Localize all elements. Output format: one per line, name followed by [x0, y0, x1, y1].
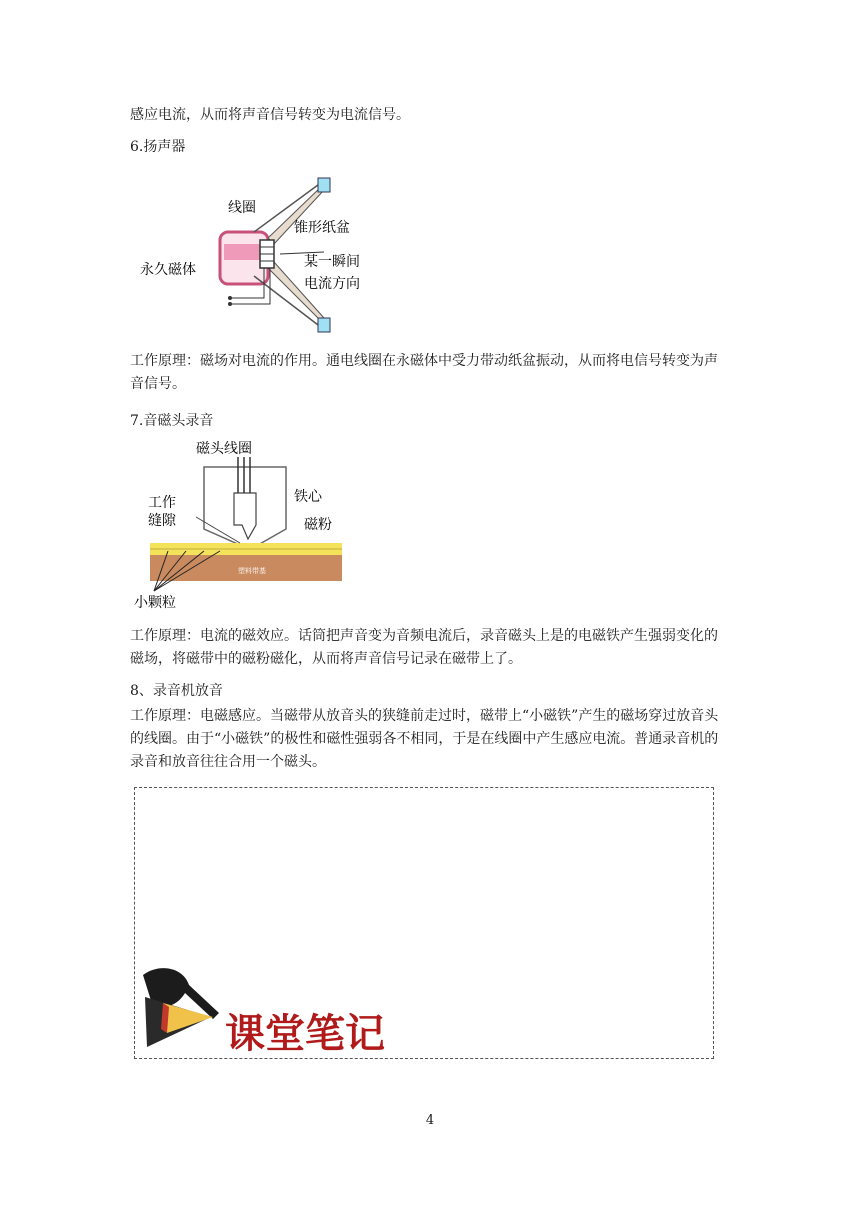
- class-notes-logo: [139, 963, 439, 1063]
- heading-speaker: 6.扬声器: [130, 139, 186, 155]
- label-tape-base: 塑料带基: [238, 567, 266, 575]
- recording-head-diagram: [134, 433, 384, 611]
- page-number: 4: [425, 1113, 435, 1128]
- cone-top-edge: [318, 178, 330, 192]
- notes-title: 课堂笔记: [225, 1011, 385, 1057]
- speaker-diagram: [134, 172, 414, 340]
- paragraph-playback: 工作原理：电磁感应。当磁带从放音头的狭缝前走过时，磁带上“小磁铁”产生的磁场穿过放音头的线圈。由于“小磁铁”的极性和磁性强弱各不相同，于是在线圈中产生感应电流。普通录音机的录音和放音往往合用一个磁头。: [130, 708, 719, 770]
- heading-recording: 7.音磁头录音: [130, 413, 214, 429]
- cone-bottom-edge: [318, 318, 330, 332]
- label-gap-2: 缝隙: [148, 513, 176, 529]
- label-current-1: 某一瞬间: [304, 254, 360, 270]
- paragraph-speaker: 工作原理：磁场对电流的作用。通电线圈在永磁体中受力带动纸盆振动，从而将电信号转变为声音信号。: [130, 353, 718, 392]
- label-gap-1: 工作: [148, 495, 176, 511]
- label-magnet: 永久磁体: [140, 262, 196, 278]
- label-powder: 磁粉: [304, 517, 332, 533]
- label-current-2: 电流方向: [304, 276, 360, 292]
- heading-playback: 8、录音机放音: [130, 683, 223, 699]
- label-core: 铁心: [294, 489, 322, 505]
- paragraph-intro-end: 感应电流，从而将声音信号转变为电流信号。: [130, 107, 410, 123]
- label-cone: 锥形纸盆: [294, 220, 350, 236]
- notes-box[interactable]: [134, 787, 714, 1059]
- paragraph-recording: 工作原理：电流的磁效应。话筒把声音变为音频电流后，录音磁头上是的电磁铁产生强弱变化的磁场，将磁带中的磁粉磁化，从而将声音信号记录在磁带上了。: [130, 628, 718, 667]
- label-particles: 小颗粒: [134, 595, 176, 611]
- label-coil: 线圈: [228, 200, 256, 216]
- label-head-coil: 磁头线圈: [196, 441, 252, 457]
